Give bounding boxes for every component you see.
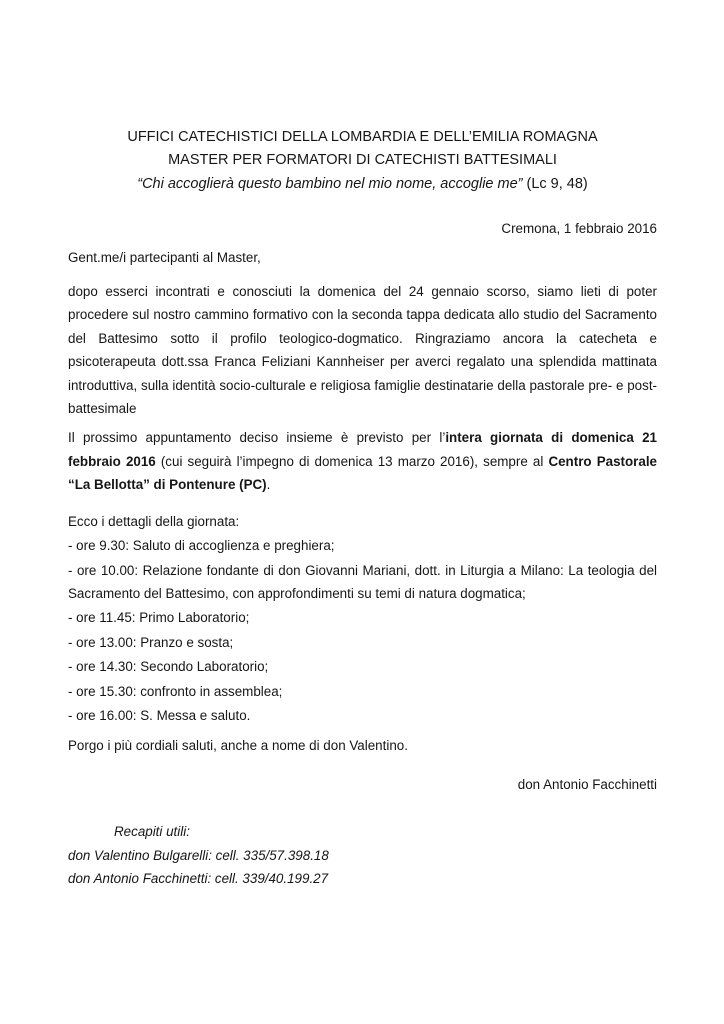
schedule-item-1430: - ore 14.30: Secondo Laboratorio; [68,659,269,675]
paragraph-appointment [68,426,657,496]
contact-line-facchinetti: don Antonio Facchinetti: cell. 339/40.199.27 [68,870,329,886]
contacts-title: Recapiti utili: [114,824,190,840]
schedule-item-1300: - ore 13.00: Pranzo e sosta; [68,634,234,650]
schedule-item-1600: - ore 16.00: S. Messa e saluto. [68,707,251,723]
schedule-item-1145: - ore 11.45: Primo Laboratorio; [68,610,250,626]
master-title: MASTER PER FORMATORI DI CATECHISTI BATTESIMALI [168,152,557,169]
scripture-quote [68,173,657,196]
appointment-text-1: Il prossimo appuntamento deciso insieme è previsto per l’ [68,430,446,446]
paragraph-intro: dopo esserci incontrati e conosciuti la domenica del 24 gennaio scorso, siamo lieti di poter procedere sul nostro cammino formativo con la seconda tappa dedicata allo studio del Sacramento del Battesimo sotto il profilo teologico-dogmatico. Ringraziamo ancora la catecheta e psicoterapeuta dott.ssa Franca Feliziani Kannheiser per averci regalato una splendida mattinata introduttiva, sulla identità socio-culturale e religiosa famiglie destinatarie della pastorale pre- e post- battesimale [68,284,657,417]
appointment-text-2: (cui seguirà l’impegno di domenica 13 marzo 2016), sempre al [155,453,549,469]
place-date-line: Cremona, 1 febbraio 2016 [501,221,657,237]
appointment-text-3: . [266,477,271,493]
appointment-bold-venue: Centro Pastorale “La Bellotta” di Pontenure (PC) [68,453,657,493]
signature: don Antonio Facchinetti [517,776,657,792]
appointment-bold-date: intera giornata di domenica 21 febbraio 2016 [68,430,657,469]
contact-line-bulgarelli: don Valentino Bulgarelli: cell. 335/57.398.18 [68,847,329,863]
schedule-item-0930: - ore 9.30: Saluto di accoglienza e preghiera; [68,538,335,554]
schedule-item-1000: - ore 10.00: Relazione fondante di don Giovanni Mariani, dott. in Liturgia a Milano: La teologia del Sacramento del Battesimo, con approfondimenti su temi di natura dogmatica; [68,562,657,601]
closing-line: Porgo i più cordiali saluti, anche a nome di don Valentino. [68,738,408,754]
scripture-quote-text: “Chi accoglierà questo bambino nel mio nome, accoglie me” [137,175,523,192]
schedule-list [68,534,657,727]
org-title: UFFICI CATECHISTICI DELLA LOMBARDIA E DELL’EMILIA ROMAGNA [127,129,598,145]
schedule-intro: Ecco i dettagli della giornata: [68,513,240,529]
scripture-quote-reference: (Lc 9, 48) [522,175,588,192]
schedule-item-1530: - ore 15.30: confronto in assemblea; [68,683,283,699]
salutation: Gent.me/i partecipanti al Master, [68,249,261,265]
